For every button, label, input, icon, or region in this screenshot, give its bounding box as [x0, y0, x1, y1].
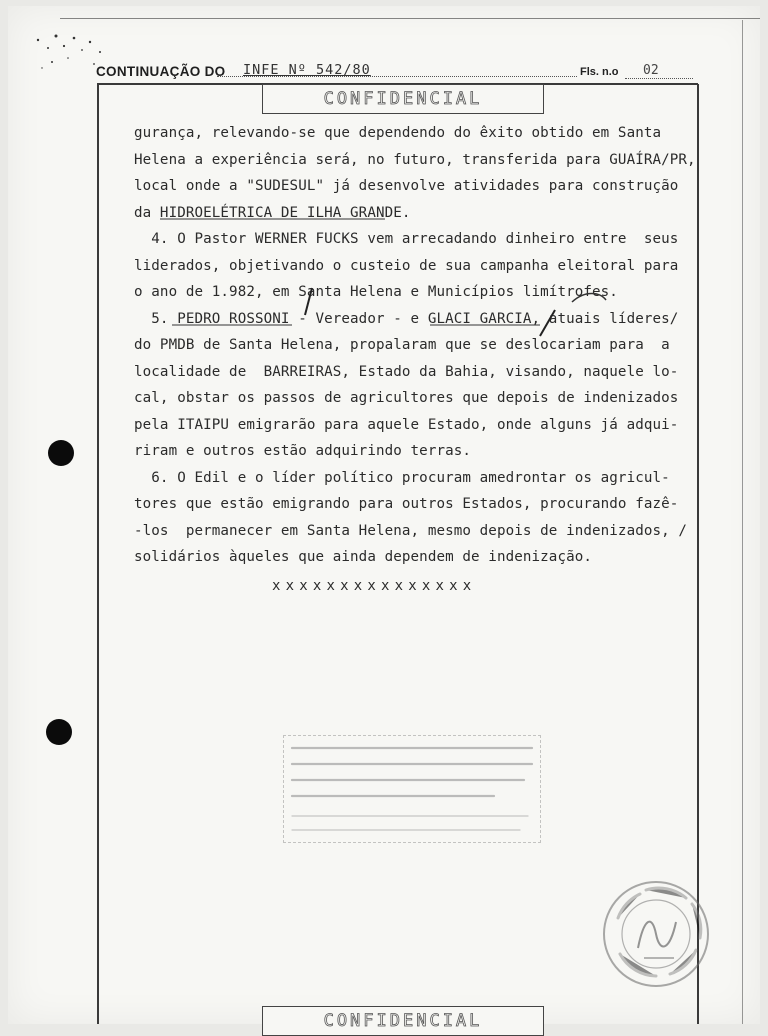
body-line: tores que estão emigrando para outros Estados, procurando fazê- [134, 496, 679, 512]
end-separator: xxxxxxxxxxxxxxx [272, 578, 477, 594]
document-reference: INFE Nº 542/80 [243, 62, 371, 78]
body-line: local onde a "SUDESUL" já desenvolve atividades para construção [134, 178, 679, 194]
body-line: riram e outros estão adquirindo terras. [134, 443, 472, 459]
official-seal-stamp [600, 878, 712, 990]
binder-hole-lower [46, 719, 72, 745]
sheet-number-label: Fls. n.o [580, 66, 619, 78]
body-line: o ano de 1.982, em Santa Helena e Municípios limítrofes. [134, 284, 618, 300]
body-line: -los permanecer em Santa Helena, mesmo depois de indenizados, / [134, 522, 688, 539]
body-line: liderados, objetivando o custeio de sua campanha eleitoral para [134, 257, 679, 274]
sheet-number-dotted-line [625, 78, 693, 79]
body-line: 6. O Edil e o líder político procuram amedrontar os agricul- [134, 469, 670, 486]
sheet-number: 02 [643, 63, 659, 78]
body-line: da HIDROELÉTRICA DE ILHA GRANDE. [134, 204, 411, 221]
body-line: cal, obstar os passos de agricultores que depois de indenizados [134, 390, 679, 406]
body-line: localidade de BARREIRAS, Estado da Bahia, visando, naquele lo- [134, 363, 679, 380]
body-line: do PMDB de Santa Helena, propalaram que se deslocariam para a [134, 337, 670, 353]
body-line: 4. O Pastor WERNER FUCKS vem arrecadando dinheiro entre seus [134, 231, 679, 247]
binder-hole-upper [48, 440, 74, 466]
secrecy-notice-stamp [283, 735, 541, 843]
page-right-edge [742, 20, 743, 1024]
page-top-rule [60, 18, 760, 19]
continuation-label: CONTINUAÇÃO DO [96, 64, 226, 79]
body-line: solidários àqueles que ainda dependem de indenização. [134, 549, 593, 565]
document-body [134, 120, 694, 571]
body-line: gurança, relevando-se que dependendo do êxito obtido em Santa [134, 125, 662, 141]
classification-label: CONFIDENCIAL [323, 1011, 483, 1031]
classification-stamp-top [262, 84, 544, 114]
page-left-margin-line [97, 84, 99, 1024]
body-line: 5. PEDRO ROSSONI - Vereador - e GLACI GARCIA, atuais líderes/ [134, 310, 679, 327]
classification-label: CONFIDENCIAL [323, 89, 483, 109]
body-line: pela ITAIPU emigrarão para aquele Estado, onde alguns já adqui- [134, 416, 679, 433]
classification-stamp-bottom [262, 1006, 544, 1036]
body-line: Helena a experiência será, no futuro, transferida para GUAÍRA/PR, [134, 151, 696, 168]
